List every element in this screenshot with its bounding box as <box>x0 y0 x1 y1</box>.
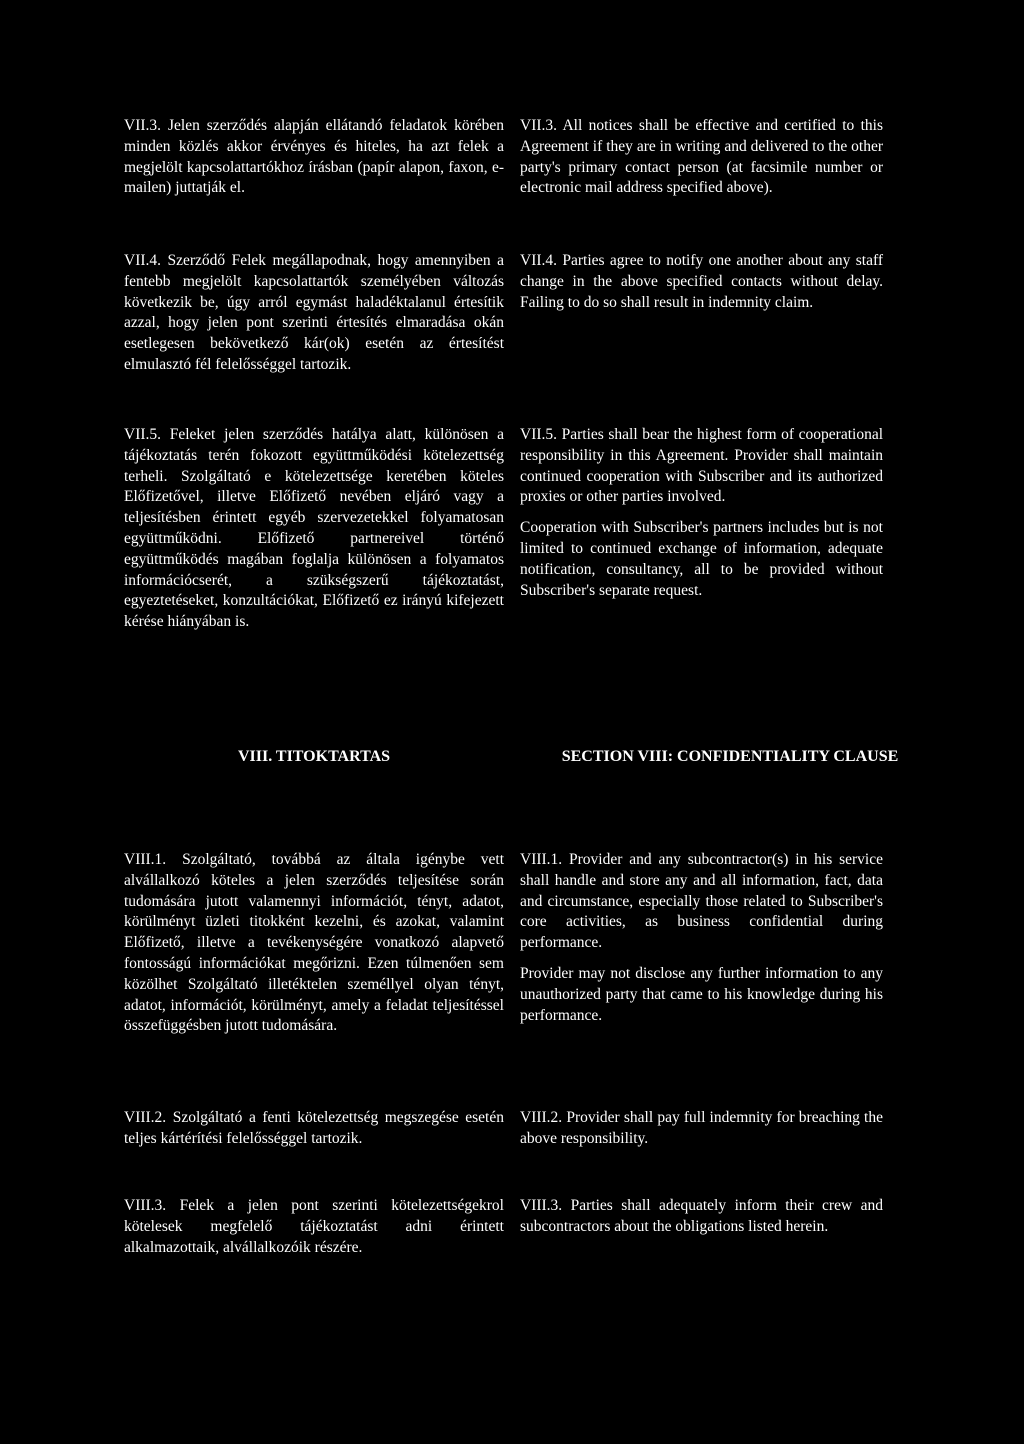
left-paragraph-viii1: VIII.1. Szolgáltató, továbbá az általa igénybe vett alvállalkozó köteles a jelen szerződés teljesítése során tudomására jutott valamennyi információt, tényt, adatot, körülményt üzleti titokként kezelni, és azokat, valamint Előfizető, illetve a tevékenységére vonatkozó alapvető fontosságú információkat megőrizni. Ezen túlmenően sem közölhet Szolgáltató illetéktelen személlyel olyan tényt, adatot, információt, körülményt, amely a feladat teljesítéssel összefüggésben jutott tudomására. <box>124 851 504 1035</box>
right-paragraph-viii2: VIII.2. Provider shall pay full indemnity for breaching the above responsibility. <box>520 1109 883 1147</box>
left-vii4-block <box>124 251 504 376</box>
left-paragraph-viii2: VIII.2. Szolgáltató a fenti kötelezettség megszegése esetén teljes kártérítési felelősséggel tartozik. <box>124 1109 504 1147</box>
left-vii5-block <box>124 425 504 633</box>
left-viii3-block <box>124 1196 504 1258</box>
left-paragraph-vii5: VII.5. Feleket jelen szerződés hatálya alatt, különösen a tájékoztatás terén fokozott együttműködési kötelezettség terheli. Szolgáltató e kötelezettsége keretében köteles Előfizetővel, illetve Előfizető nevében eljáró vagy a teljesítésben érintett egyéb szervezetekkel folyamatosan együttműködni. Előfizető partnereivel történő együttműködés magában foglalja különösen a folyamatos információcserét, a szükségszerű tájékoztatást, egyeztetéseket, konzultációkat, Előfizető ez irányú kifejezett kérése hiányában is. <box>124 426 504 631</box>
right-paragraph-viii1-b: Provider may not disclose any further information to any unauthorized party that came to his knowledge during his performance. <box>520 964 883 1024</box>
left-viii2-block <box>124 1108 504 1150</box>
left-paragraph-vii4: VII.4. Szerződő Felek megállapodnak, hogy amennyiben a fentebb megjelölt kapcsolattartók személyében változás következik be, úgy arról egymást haladéktalanul értesítik azzal, hogy jelen pont szerinti értesítés elmaradása okán esetlegesen bekövetkező kár(ok) esetén az értesítést elmulasztó fél felelősséggel tartozik. <box>124 252 504 373</box>
left-vii3-block <box>124 116 504 199</box>
right-paragraph-vii5-a: VII.5. Parties shall bear the highest form of cooperational responsibility in this Agreement. Provider shall maintain continued cooperation with Subscriber and its authorized proxies or other parties involved. <box>520 426 883 506</box>
right-viii1-block <box>520 850 883 1026</box>
right-vii5-block <box>520 425 883 601</box>
left-section-heading: VIII. TITOKTARTAS <box>237 748 391 765</box>
left-paragraph-viii3: VIII.3. Felek a jelen pont szerinti kötelezettségekrol kötelesek megfelelő tájékoztatást adni érintett alkalmazottaik, alvállalkozóik részére. <box>124 1197 504 1256</box>
right-vii3-block <box>520 116 883 199</box>
right-paragraph-vii3: VII.3. All notices shall be effective and certified to this Agreement if they are in writing and delivered to the other party's primary contact person (at facsimile number or electronic mail address specified above). <box>520 117 883 197</box>
left-viii1-block <box>124 850 504 1037</box>
right-paragraph-vii4: VII.4. Parties agree to notify one another about any staff change in the above specified contacts without delay. Failing to do so shall result in indemnity claim. <box>520 252 883 311</box>
right-viii2-block <box>520 1108 883 1150</box>
right-paragraph-viii1-a: VIII.1. Provider and any subcontractor(s) in his service shall handle and store any and all information, fact, data and circumstance, especially those related to Subscriber's core activities, as business confidential during performance. <box>520 851 883 952</box>
right-section-heading: SECTION VIII: CONFIDENTIALITY CLAUSE <box>561 748 899 765</box>
left-paragraph-vii3: VII.3. Jelen szerződés alapján ellátandó feladatok körében minden közlés akkor érvényes és hiteles, ha azt felek a megjelölt kapcsolattartókhoz írásban (papír alapon, faxon, e-mailen) juttatják el. <box>124 117 504 197</box>
right-vii4-block <box>520 251 883 313</box>
right-paragraph-viii3: VIII.3. Parties shall adequately inform their crew and subcontractors about the obligations listed herein. <box>520 1197 883 1235</box>
right-paragraph-vii5-b: Cooperation with Subscriber's partners includes but is not limited to continued exchange of information, adequate notification, consultancy, all to be provided without Subscriber's separate request. <box>520 519 883 599</box>
right-viii3-block <box>520 1196 883 1238</box>
